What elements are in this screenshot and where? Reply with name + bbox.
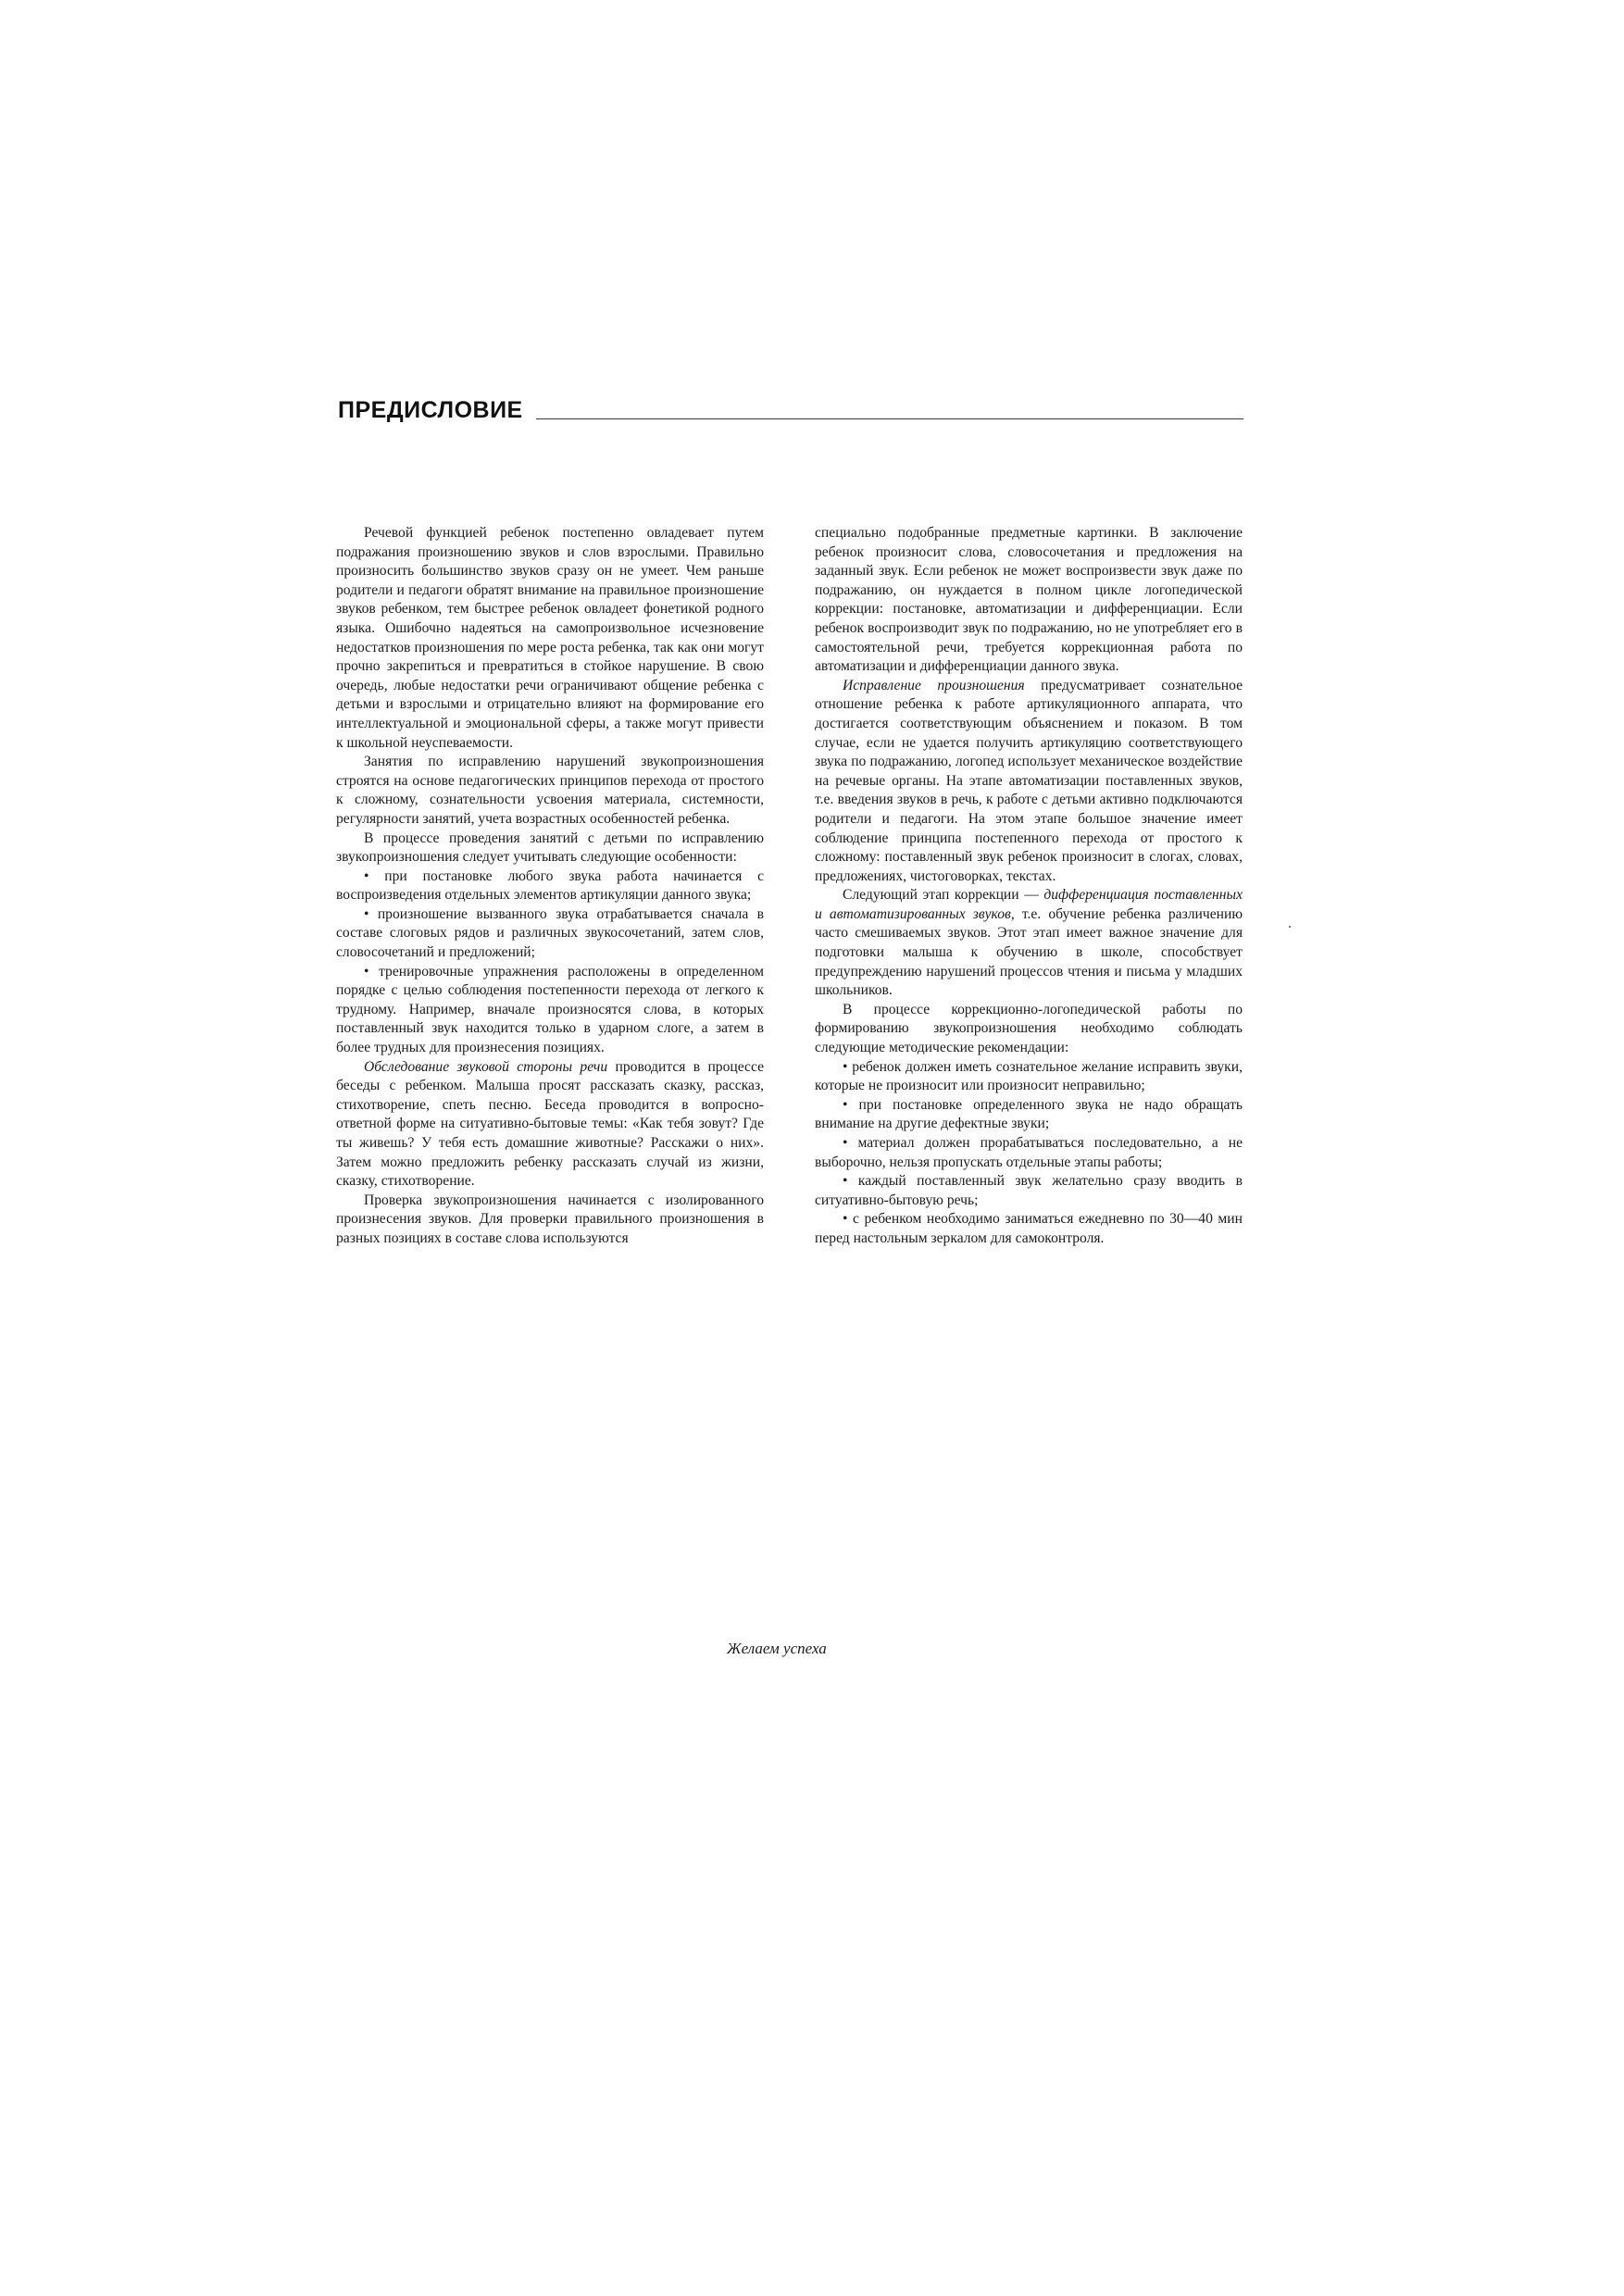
paragraph-check: Проверка звукопроизношения начинается с изолированного произнесения звуков. Для проверки правильного произношения в разных позициях в составе слова используются xyxy=(336,1192,764,1246)
paragraph-continued: специально подобранные предметные картинки. В заключение ребенок произносит слова, словосочетания и предложения на заданный звук. Если ребенок не может воспроизвести звук даже по подражанию, он нуждается в полном цикле логопедической коррекции: постановке, автоматизации и дифференциации. Если ребенок воспроизводит звук по подражанию, но не употребляет его в самостоятельной речи, требуется коррекционная работа по автоматизации и дифференциации данного звука. xyxy=(815,525,1243,675)
paragraph-intro: Речевой функцией ребенок постепенно овладевает путем подражания произношению звуков и слов взрослыми. Правильно произносить большинство звуков сразу он не умеет. Чем раньше родители и педагоги обратят внимание на правильное произношение звуков ребенком, тем быстрее ребенок овладеет фонетикой родного языка. Ошибочно надеяться на самопроизвольное исчезновение недостатков произношения по мере роста ребенка, так как они могут прочно закрепиться и превратиться в стойкое нарушение. В свою очередь, любые недостатки речи ограничивают общение ребенка с детьми и взрослыми и отрицательно влияют на формирование его интеллектуальной и эмоциональной сферы, а также могут привести к школьной неуспеваемости. xyxy=(336,525,764,751)
list-item: • тренировочные упражнения расположены в определенном порядке с целью соблюдения постепенности перехода от легкого к трудному. Например, вначале произносятся слова, в которых поставленный звук находится только в ударном слоге, а затем в более трудных для произнесения позициях. xyxy=(336,963,764,1056)
list-item: • при постановке определенного звука не надо обращать внимание на другие дефектные звуки; xyxy=(815,1096,1243,1132)
paragraph-text: предусматривает сознательное отношение ребенка к работе артикуляционного аппарата, что достигается соответствующим объяснением и показом. В том случае, если не удается получить артикуляцию соответствующего звука по подражанию, логопед использует механическое воздействие на речевые органы. На этапе автоматизации поставленных звуков, т.е. введения звуков в речь, к работе с детьми активно подключаются родители и педагоги. На этом этапе большое значение имеет соблюдение принципа постепенного перехода от простого к сложному: поставленный звук ребенок произносит в слогах, словах, предложениях, чистоговорках, текстах. xyxy=(815,677,1243,884)
list-item: • при постановке любого звука работа начинается с воспроизведения отдельных элементов артикуляции данного звука; xyxy=(336,867,764,904)
paragraph-correction xyxy=(815,677,1243,887)
paragraph-features-intro: В процессе проведения занятий с детьми по исправлению звукопроизношения следует учитывать следующие особенности: xyxy=(336,830,764,866)
italic-term: Обследование звуковой стороны речи xyxy=(364,1058,608,1075)
paragraph-differentiation xyxy=(815,886,1243,1001)
closing-wish: Желаем успеха xyxy=(727,1640,827,1657)
page-title: ПРЕДИСЛОВИЕ xyxy=(338,397,523,423)
list-item: • с ребенком необходимо заниматься ежедневно по 30—40 мин перед настольным зеркалом для самоконтроля. xyxy=(815,1211,1243,1246)
scan-speck xyxy=(1289,926,1291,928)
paragraph-examination xyxy=(336,1058,764,1192)
list-item: • каждый поставленный звук желательно сразу вводить в ситуативно-бытовую речь; xyxy=(815,1173,1243,1208)
page-header xyxy=(338,385,1243,422)
italic-term: дифференциация поставленных и автоматизированных звуков xyxy=(815,887,1243,922)
left-column xyxy=(336,524,764,1249)
list-item: • материал должен прорабатываться последовательно, а не выборочно, нельзя пропускать отдельные этапы работы; xyxy=(815,1135,1243,1170)
paragraph-principles: Занятия по исправлению нарушений звукопроизношения строятся на основе педагогических принципов перехода от простого к сложному, сознательности усвоения материала, системности, регулярности занятий, учета возрастных особенностей ребенка. xyxy=(336,754,764,827)
paragraph-text: Следующий этап коррекции — xyxy=(843,887,1044,904)
list-item: • произношение вызванного звука отрабатывается сначала в составе слоговых рядов и различных звукосочетаний, затем слов, словосочетаний и предложений; xyxy=(336,905,764,961)
header-rule xyxy=(536,418,1243,419)
right-column xyxy=(815,524,1243,1249)
paragraph-recommendations-intro: В процессе коррекционно-логопедической работы по формированию звукопроизношения необходимо соблюдать следующие методические рекомендации: xyxy=(815,1001,1243,1056)
paragraph-text: проводится в процессе беседы с ребенком. Малыша просят рассказать сказку, рассказ, стихотворение, спеть песню. Беседа проводится в вопросно-ответной форме на ситуативно-бытовые темы: «Как тебя зовут? Где ты живешь? У тебя есть домашние животные? Расскажи о них». Затем можно предложить ребенку рассказать случай из жизни, сказку, стихотворение. xyxy=(336,1058,764,1190)
list-item: • ребенок должен иметь сознательное желание исправить звуки, которые не произносит или произносит неправильно; xyxy=(815,1058,1243,1094)
paragraph-text: , т.е. обучение ребенка различению часто смешиваемых звуков. Этот этап имеет важное значение для подготовки малыша к обучению в школе, способствует предупреждению нарушений процессов чтения и письма у младших школьников. xyxy=(815,905,1243,999)
italic-term: Исправление произношения xyxy=(843,677,1025,693)
